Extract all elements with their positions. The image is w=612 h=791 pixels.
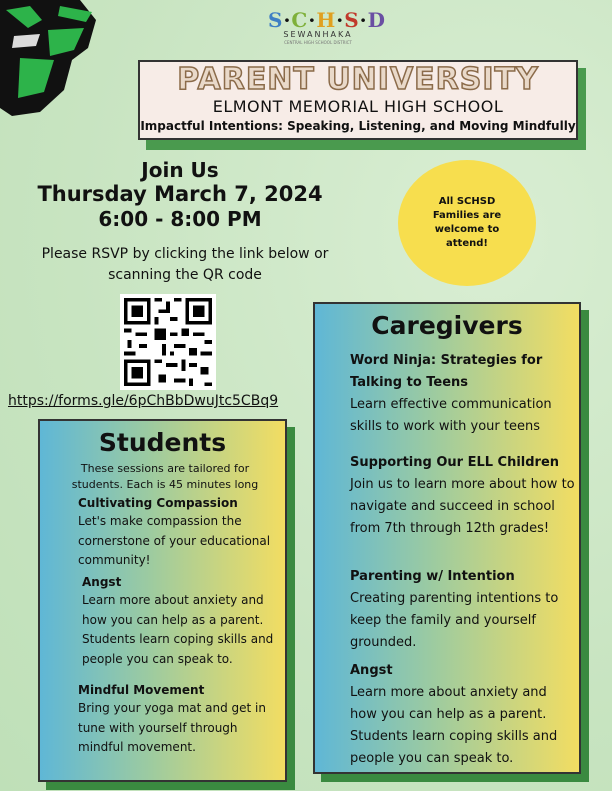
welcome-badge (398, 160, 536, 286)
event-details (30, 158, 330, 231)
join-us: Join Us (141, 158, 219, 182)
caregiver-session (350, 660, 575, 770)
session-heading: Word Ninja: Strategies for Talking to Teens (350, 353, 543, 390)
student-session (78, 681, 283, 758)
session-heading: Angst (82, 575, 122, 589)
session-description: Learn more about anxiety and how you can help as a parent. Students learn coping skills and people you can speak to. (350, 685, 558, 766)
session-heading: Cultivating Compassion (78, 496, 238, 510)
session-description: Bring your yoga mat and get in tune with yourself through mindful movement. (78, 701, 266, 754)
students-intro: These sessions are tailored for students. Each is 45 minutes long (71, 462, 259, 491)
session-heading: Parenting w/ Intention (350, 569, 515, 584)
students-panel (38, 419, 287, 782)
welcome-badge-text: All SCHSD Families are welcome to attend! (432, 196, 502, 249)
session-description: Let's make compassion the cornerstone of your educational community! (78, 514, 271, 567)
caregiver-session (350, 566, 575, 654)
caregivers-panel (313, 302, 581, 774)
school-name: ELMONT MEMORIAL HIGH SCHOOL (212, 97, 504, 116)
schsd-logo (268, 8, 386, 45)
title-box (138, 60, 578, 140)
rsvp-link[interactable]: https://forms.gle/6pChBbDwuJtc5CBq9 (8, 393, 279, 409)
event-time: 6:00 - 8:00 PM (98, 207, 262, 231)
students-title: Students (98, 428, 227, 457)
caregiver-session (350, 350, 575, 438)
student-session (82, 573, 287, 669)
logo-tagline: CENTRAL HIGH SCHOOL DISTRICT (284, 40, 352, 45)
session-heading: Mindful Movement (78, 683, 205, 697)
page-title: PARENT UNIVERSITY (177, 62, 539, 97)
caregiver-session (350, 452, 575, 540)
session-description: Learn more about anxiety and how you can help as a parent. Students learn coping skills and people you can speak to. (82, 593, 274, 666)
student-session (78, 494, 283, 571)
session-description: Join us to learn more about how to navigate and succeed in school from 7th through 12th grades! (350, 477, 575, 536)
event-theme: Impactful Intentions: Speaking, Listening, and Moving Mindfully (140, 119, 576, 133)
logo-name: SEWANHAKA (283, 30, 353, 39)
session-description: Creating parenting intentions to keep the family and yourself grounded. (350, 591, 559, 650)
logo-letters: S·C·H·S·D (268, 8, 386, 32)
qr-code[interactable] (120, 294, 216, 390)
session-heading: Angst (350, 663, 393, 678)
spartan-helmet-logo (0, 0, 110, 118)
session-heading: Supporting Our ELL Children (350, 455, 560, 470)
caregivers-title: Caregivers (371, 311, 523, 340)
session-description: Learn effective communication skills to work with your teens (350, 397, 552, 434)
rsvp-instructions: Please RSVP by clicking the link below or scanning the QR code (41, 246, 329, 283)
event-date: Thursday March 7, 2024 (37, 182, 323, 206)
